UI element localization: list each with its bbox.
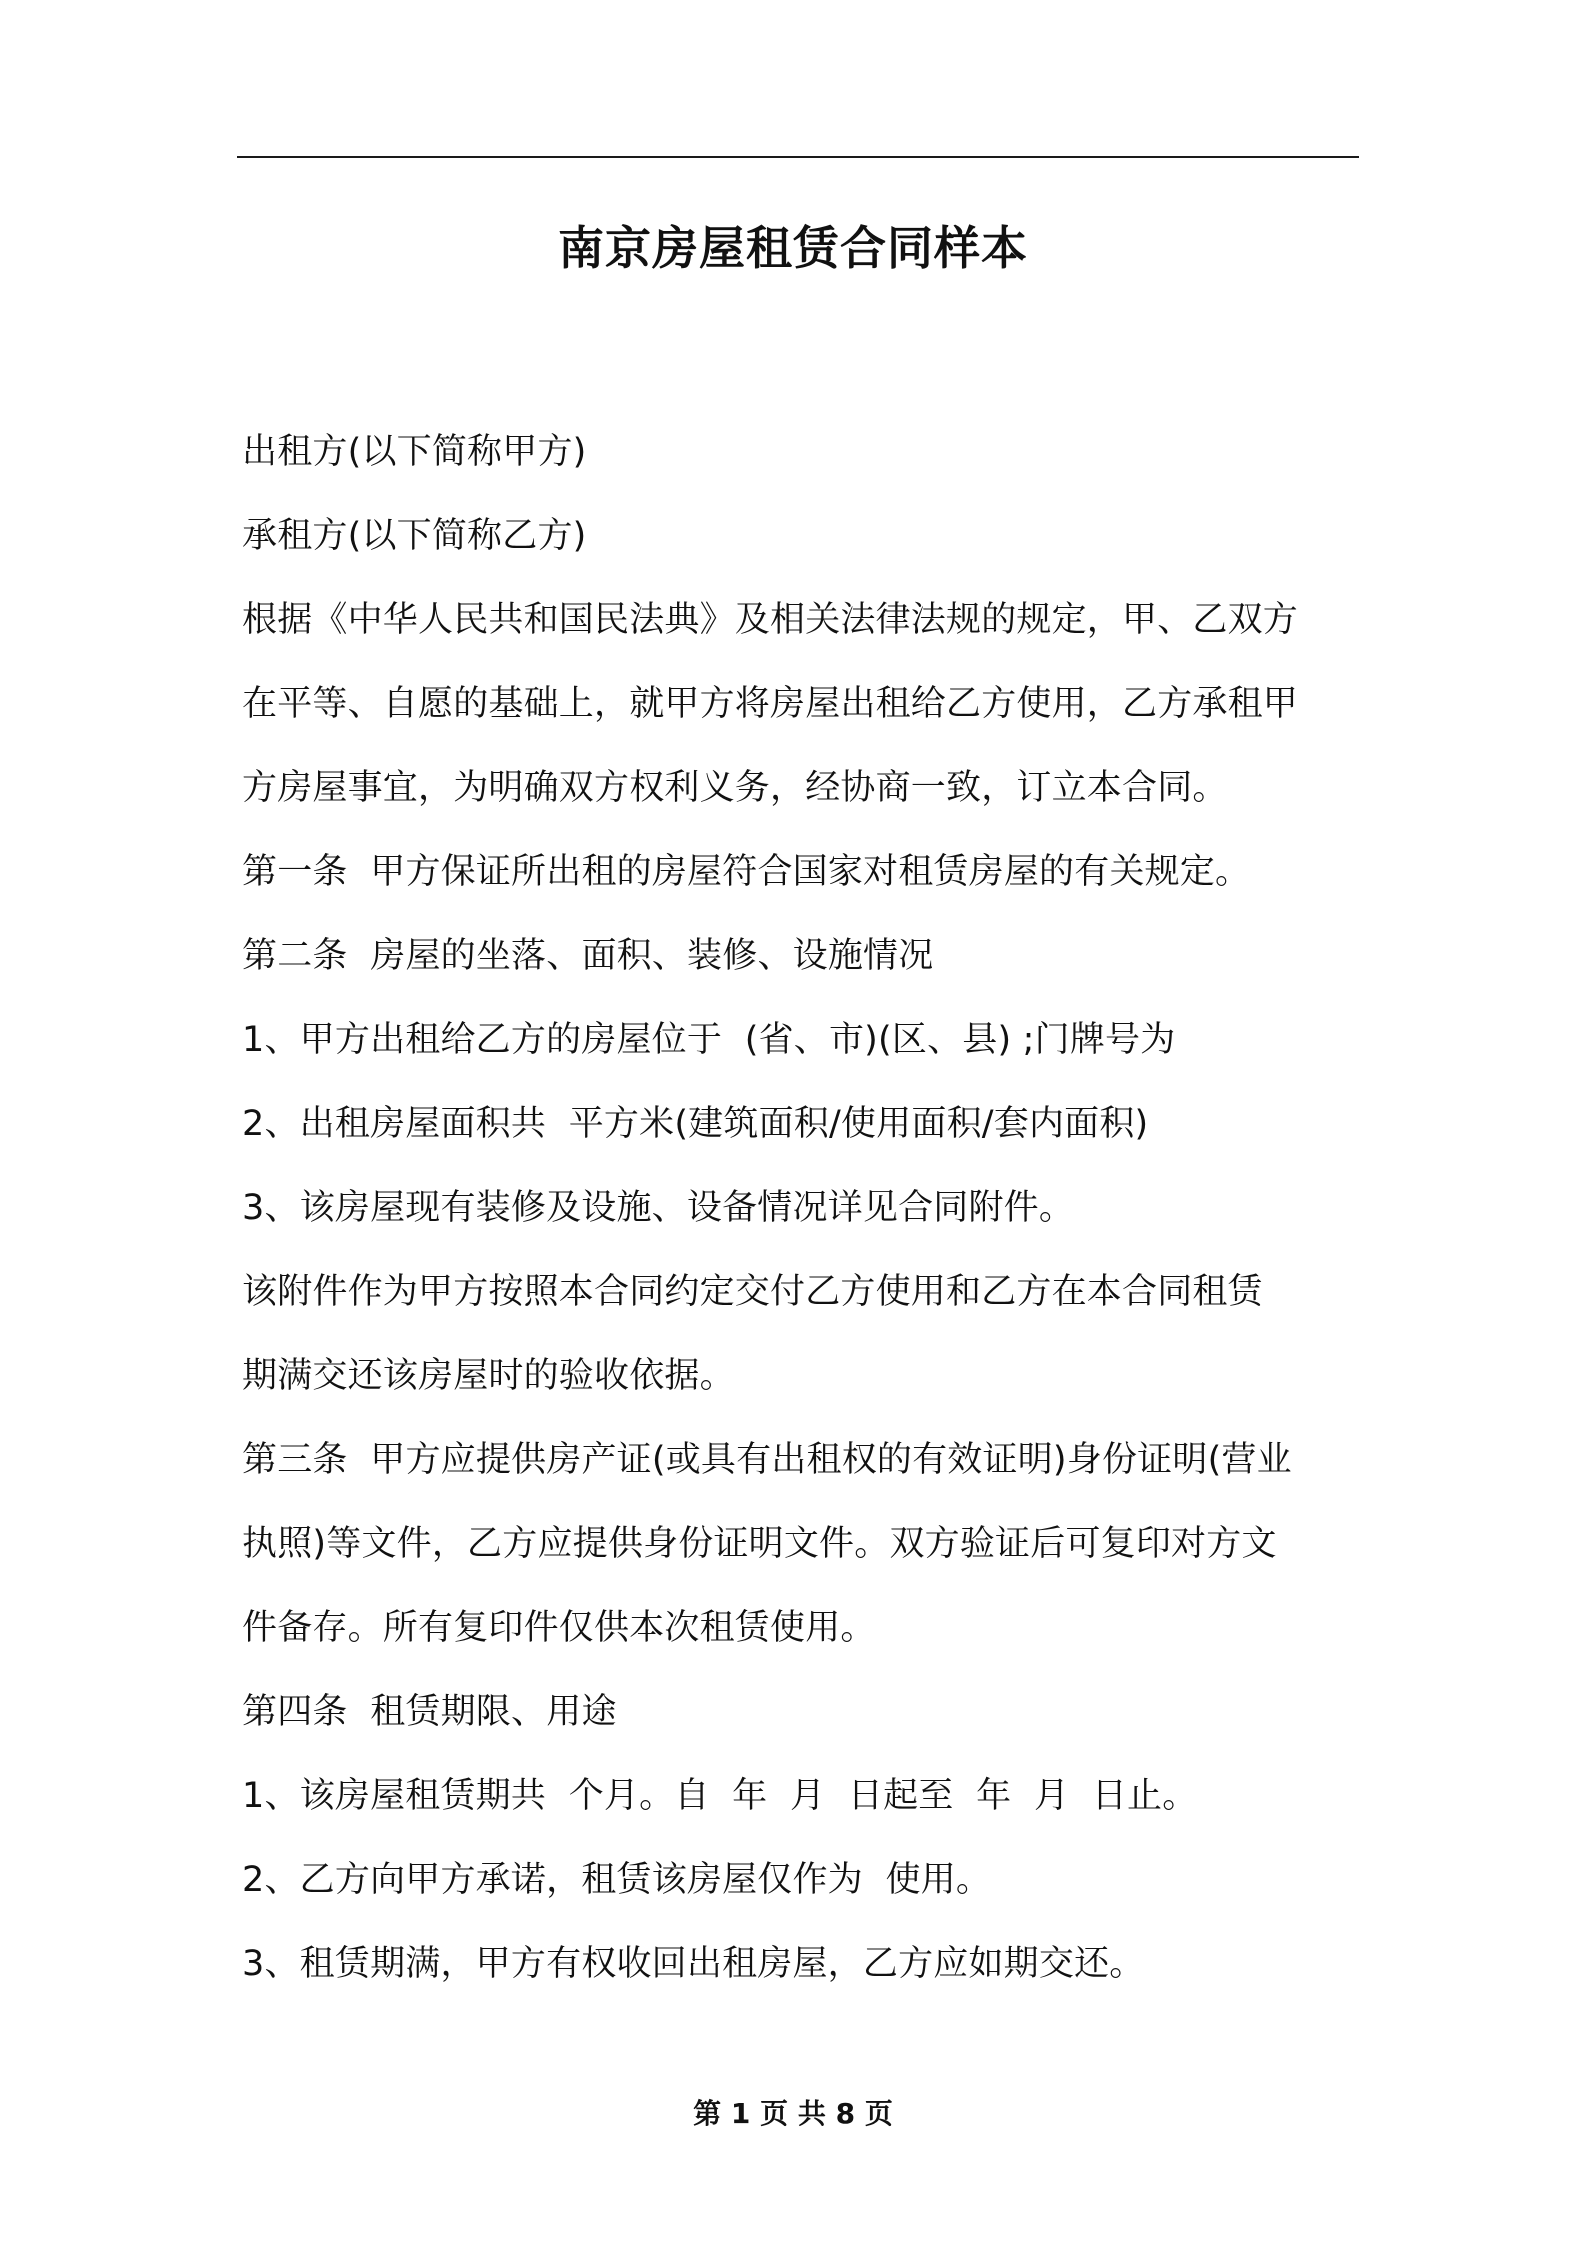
text-line: 2、出租房屋面积共 平方米(建筑面积/使用面积/套内面积) bbox=[242, 1104, 1149, 1144]
text-line: 第一条 甲方保证所出租的房屋符合国家对租赁房屋的有关规定。 bbox=[242, 852, 1251, 892]
text-line: 1、甲方出租给乙方的房屋位于 (省、市)(区、县) ;门牌号为 bbox=[242, 1020, 1176, 1060]
text-line: 第二条 房屋的坐落、面积、装修、设施情况 bbox=[242, 936, 934, 976]
text-line: 出租方(以下简称甲方) bbox=[242, 432, 587, 472]
text-line: 第四条 租赁期限、用途 bbox=[242, 1692, 617, 1732]
text-line: 在平等、自愿的基础上，就甲方将房屋出租给乙方使用，乙方承租甲 bbox=[242, 684, 1299, 724]
text-line: 1、该房屋租赁期共 个月。自 年 月 日起至 年 月 日止。 bbox=[242, 1776, 1198, 1816]
text-line: 该附件作为甲方按照本合同约定交付乙方使用和乙方在本合同租赁 bbox=[242, 1272, 1263, 1312]
text-line: 执照)等文件，乙方应提供身份证明文件。双方验证后可复印对方文 bbox=[242, 1524, 1277, 1564]
document-title: 南京房屋租赁合同样本 bbox=[558, 221, 1028, 275]
text-line: 方房屋事宜，为明确双方权利义务，经协商一致，订立本合同。 bbox=[242, 768, 1228, 808]
text-line: 承租方(以下简称乙方) bbox=[242, 516, 587, 556]
text-line: 3、该房屋现有装修及设施、设备情况详见合同附件。 bbox=[242, 1188, 1075, 1228]
text-line: 第三条 甲方应提供房产证(或具有出租权的有效证明)身份证明(营业 bbox=[242, 1440, 1292, 1480]
document-body bbox=[242, 410, 1360, 2006]
text-line: 2、乙方向甲方承诺，租赁该房屋仅作为 使用。 bbox=[242, 1860, 992, 1900]
text-line: 期满交还该房屋时的验收依据。 bbox=[242, 1356, 735, 1396]
header-rule bbox=[237, 156, 1359, 158]
page-number-footer: 第 1 页 共 8 页 bbox=[693, 2097, 893, 2130]
text-line: 件备存。所有复印件仅供本次租赁使用。 bbox=[242, 1608, 876, 1648]
text-line: 根据《中华人民共和国民法典》及相关法律法规的规定，甲、乙双方 bbox=[242, 600, 1299, 640]
text-line: 3、租赁期满，甲方有权收回出租房屋，乙方应如期交还。 bbox=[242, 1944, 1145, 1984]
